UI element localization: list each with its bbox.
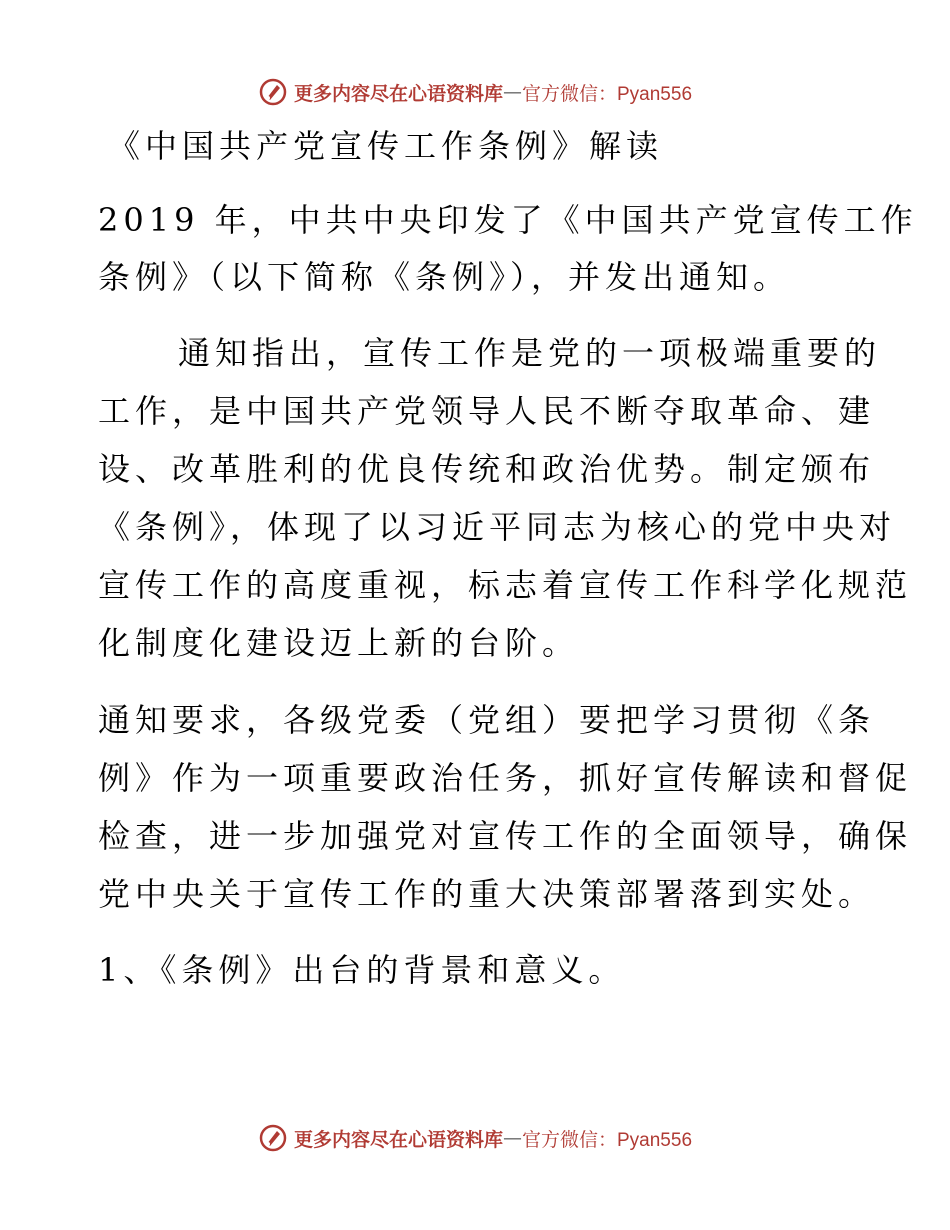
paragraph-line: 通知指出，宣传工作是党的一项极端重要的 <box>178 334 882 372</box>
banner-main-text: 更多内容尽在心语资料库 <box>293 1128 503 1151</box>
banner-separator: — <box>503 81 522 103</box>
banner-wechat-text: 官方微信：Pyan556 <box>522 1129 693 1151</box>
banner-main-text: 更多内容尽在心语资料库 <box>293 82 503 105</box>
paragraph-line: 《条例》，体现了以习近平同志为核心的党中央对 <box>98 508 897 546</box>
footer-banner <box>0 1118 950 1158</box>
document-title: 《中国共产党宣传工作条例》解读 <box>108 127 664 165</box>
paragraph-line: 工作，是中国共产党领导人民不断夺取革命、建 <box>98 392 876 430</box>
paragraph-line: 检查，进一步加强党对宣传工作的全面领导，确保 <box>98 817 913 855</box>
header-banner <box>0 72 950 112</box>
section-heading: 1、《条例》出台的背景和意义。 <box>98 951 626 989</box>
pen-nib-circle-icon <box>258 77 288 107</box>
paragraph-line: 党中央关于宣传工作的重大决策部署落到实处。 <box>98 875 876 913</box>
paragraph-line: 2019 年，中共中央印发了《中国共产党宣传工作 <box>98 201 918 239</box>
pen-nib-circle-icon <box>258 1123 288 1153</box>
paragraph-line: 例》作为一项重要政治任务，抓好宣传解读和督促 <box>98 759 913 797</box>
banner-separator: — <box>503 1127 522 1149</box>
paragraph-line: 通知要求，各级党委（党组）要把学习贯彻《条 <box>98 701 876 739</box>
paragraph-line: 条例》（以下简称《条例》），并发出通知。 <box>98 258 791 296</box>
banner-wechat-text: 官方微信：Pyan556 <box>522 83 693 105</box>
paragraph-line: 化制度化建设迈上新的台阶。 <box>98 624 580 662</box>
paragraph-line: 设、改革胜利的优良传统和政治优势。制定颁布 <box>98 450 876 488</box>
paragraph-line: 宣传工作的高度重视，标志着宣传工作科学化规范 <box>98 566 913 604</box>
